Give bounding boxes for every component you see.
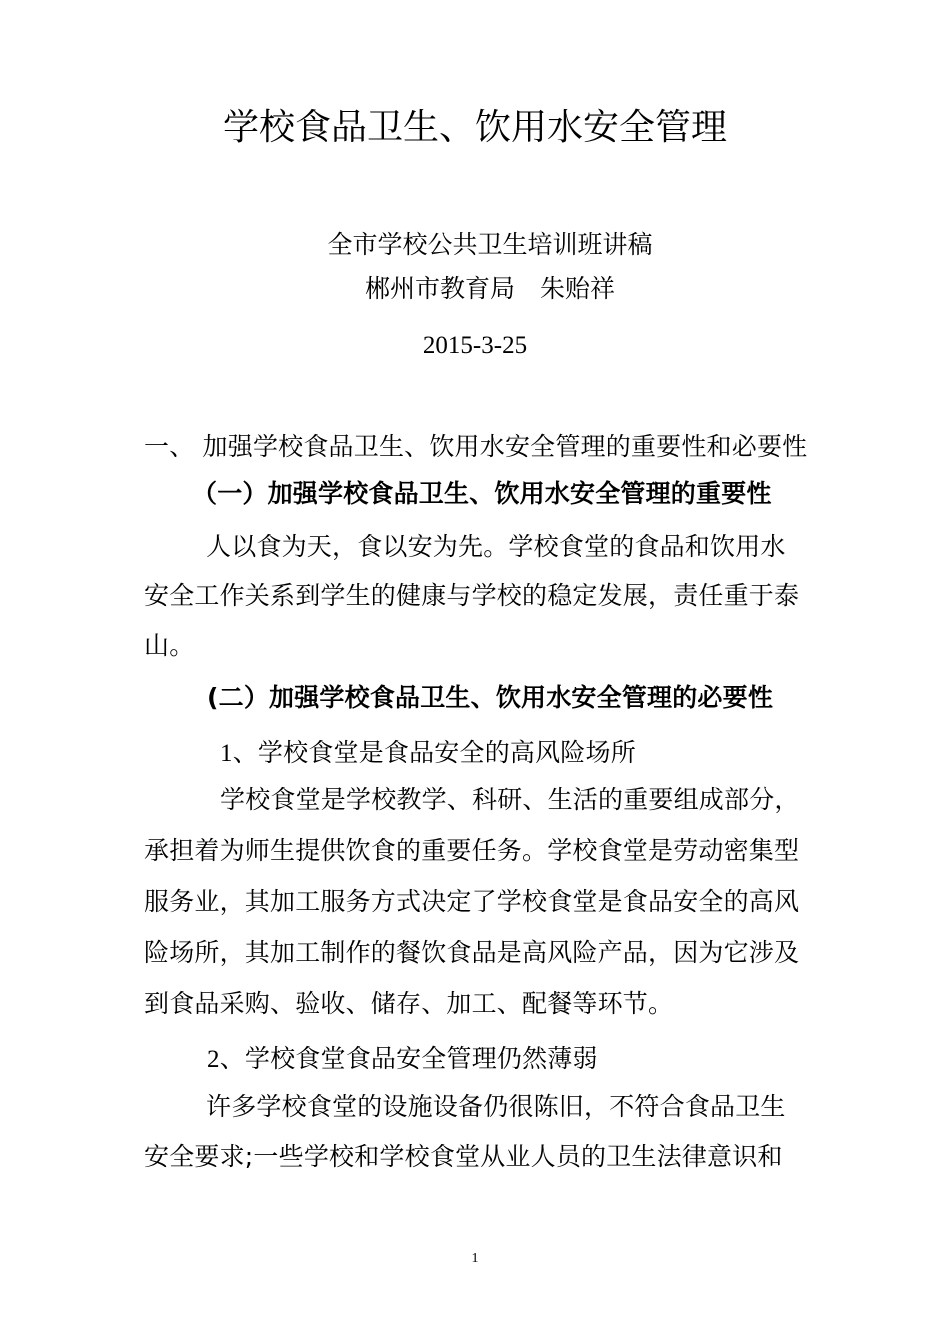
point-2-text: 、学校食堂食品安全管理仍然薄弱 [219,1044,598,1073]
paragraph-2-line-2: 承担着为师生提供饮食的重要任务。学校食堂是劳动密集型 [144,836,800,865]
subsection-2-heading: (二）加强学校食品卫生、饮用水安全管理的必要性 [207,683,774,712]
point-1-heading [220,736,636,771]
point-2-number: 2 [207,1046,220,1073]
point-2-heading [207,1042,598,1077]
paragraph-1-line-2: 安全工作关系到学生的健康与学校的稳定发展，责任重于泰 [144,581,800,610]
paragraph-2-line-1: 学校食堂是学校教学、科研、生活的重要组成部分， [220,785,800,814]
paragraph-2-line-5: 到食品采购、验收、储存、加工、配餐等环节。 [144,989,674,1018]
paragraph-3-line-2: 安全要求;一些学校和学校食堂从业人员的卫生法律意识和 [144,1142,783,1171]
author-line: 郴州市教育局 朱贻祥 [364,274,615,303]
subsection-1-heading: （一）加强学校食品卫生、饮用水安全管理的重要性 [192,479,772,508]
paragraph-3-line-1: 许多学校食堂的设施设备仍很陈旧，不符合食品卫生 [206,1092,786,1121]
paragraph-1-line-3: 山。 [144,631,195,660]
lecture-subtitle: 全市学校公共卫生培训班讲稿 [327,230,653,259]
paragraph-2-line-3: 服务业，其加工服务方式决定了学校食堂是食品安全的高风 [144,887,800,916]
point-1-number: 1 [220,740,233,767]
paragraph-2-line-4: 险场所，其加工制作的餐饮食品是高风险产品，因为它涉及 [144,938,800,967]
document-title: 学校食品卫生、饮用水安全管理 [222,107,727,148]
document-date: 2015-3-25 [422,332,528,359]
point-1-text: 、学校食堂是食品安全的高风险场所 [232,738,636,767]
page-number: 1 [471,1251,479,1266]
paragraph-1-line-1: 人以食为天，食以安为先。学校食堂的食品和饮用水 [206,532,786,561]
section-1-heading: 一、 加强学校食品卫生、饮用水安全管理的重要性和必要性 [144,432,808,461]
